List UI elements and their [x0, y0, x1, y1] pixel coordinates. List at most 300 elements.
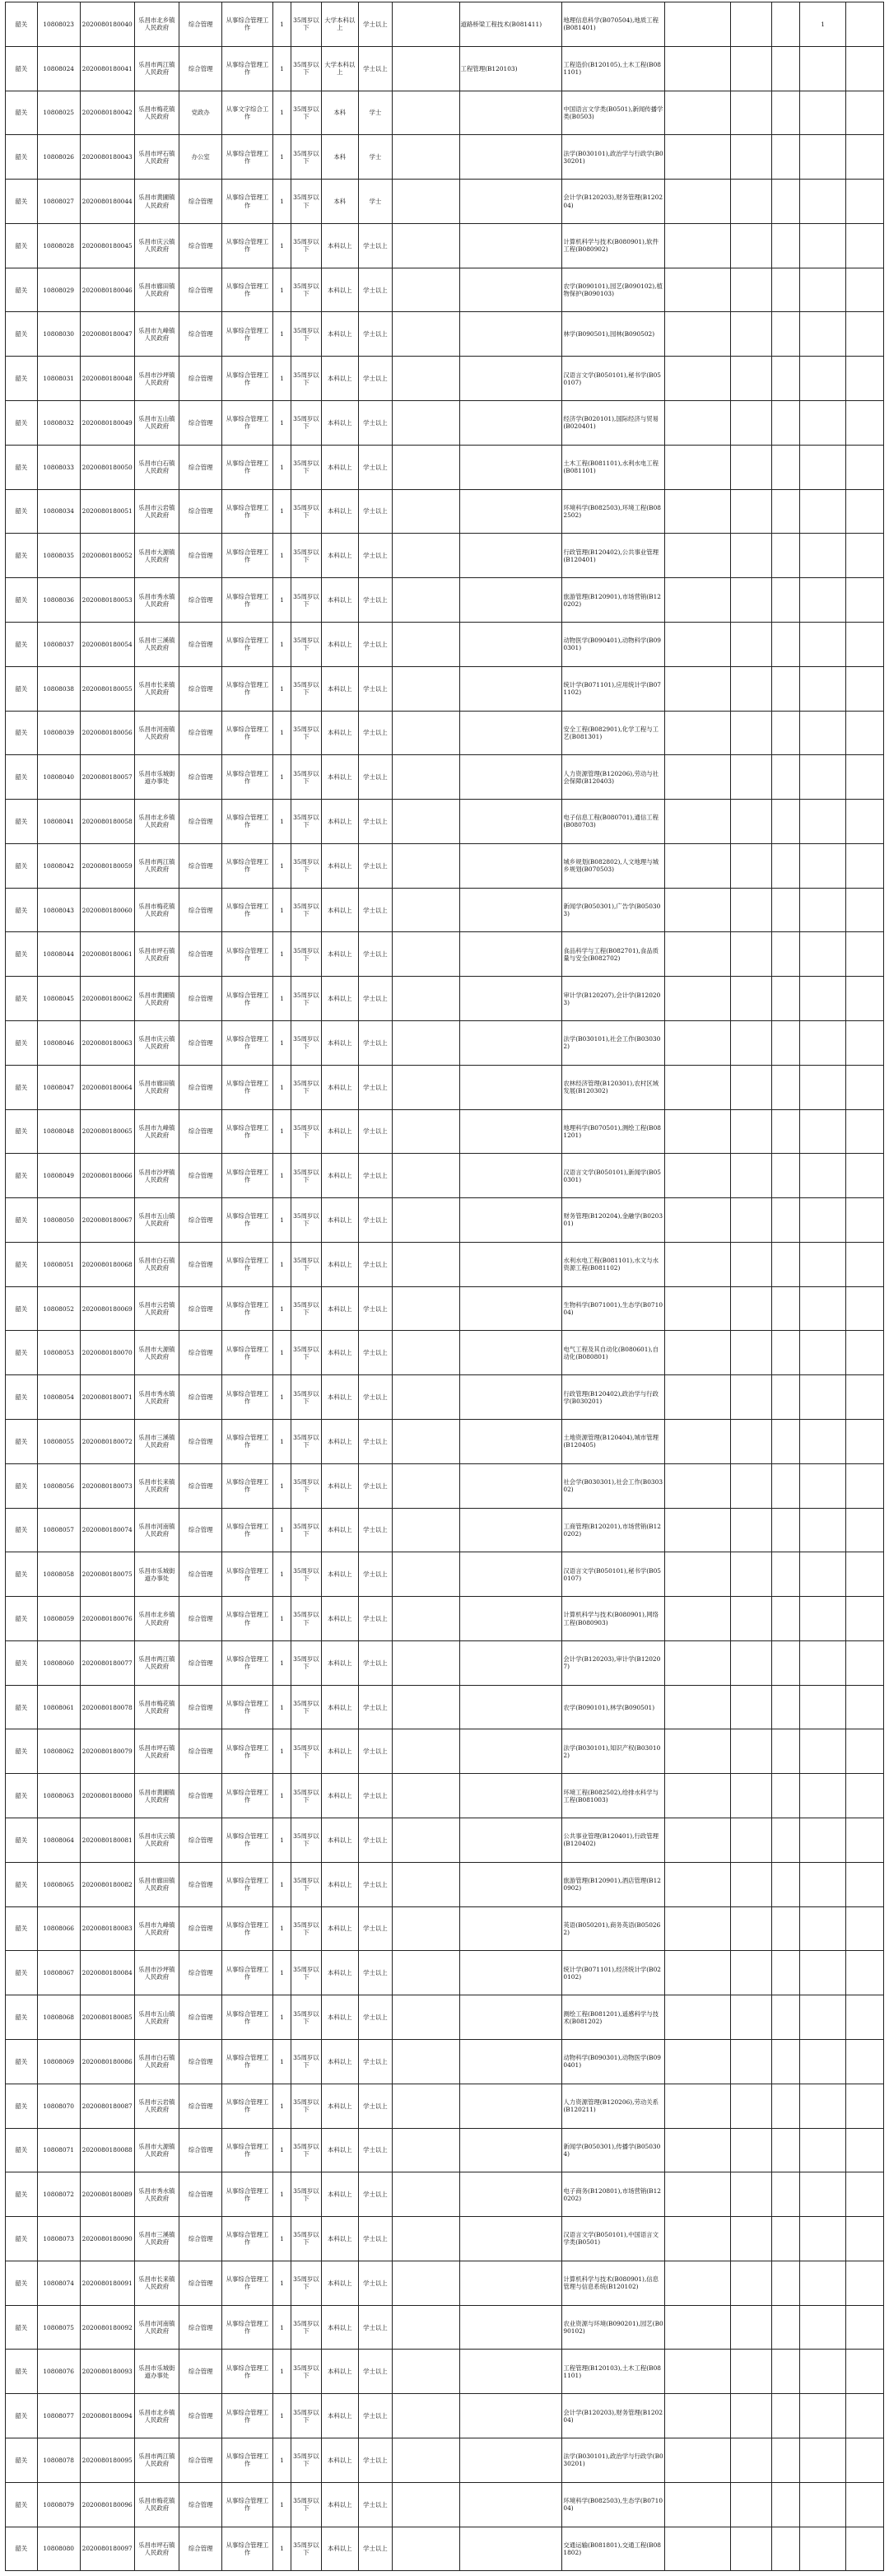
table-cell: 学士以上	[358, 534, 392, 578]
table-cell: 2020080180060	[80, 888, 134, 932]
table-cell: 综合管理	[179, 1951, 222, 1995]
table-cell: 综合管理	[179, 357, 222, 401]
table-cell: 35周岁以下	[291, 1951, 321, 1995]
table-cell	[392, 711, 459, 755]
table-cell	[665, 357, 730, 401]
table-row	[6, 1420, 884, 1464]
table-cell	[730, 1951, 771, 1995]
table-cell	[392, 843, 459, 888]
table-cell: 本科以上	[321, 2350, 358, 2394]
table-cell: 1	[272, 1463, 291, 1508]
table-cell	[392, 445, 459, 489]
table-cell: 1	[272, 312, 291, 357]
table-cell	[392, 1109, 459, 1154]
table-cell	[730, 268, 771, 312]
table-cell: 本科以上	[321, 1420, 358, 1464]
table-cell: 1	[272, 1597, 291, 1641]
table-cell: 城乡规划(B082802),人文地理与城乡规划(B070503)	[562, 843, 665, 888]
table-cell: 韶关	[6, 666, 38, 711]
table-cell	[665, 888, 730, 932]
table-cell: 乐昌市梅花镇人民政府	[134, 91, 179, 135]
table-cell: 10808061	[37, 1685, 80, 1729]
table-cell: 地理信息科学(B070504),地质工程(B081401)	[562, 2, 665, 47]
table-cell: 2020080180059	[80, 843, 134, 888]
table-cell: 学士以上	[358, 2172, 392, 2217]
table-cell: 从事综合管理工作	[222, 534, 272, 578]
table-cell: 韶关	[6, 1198, 38, 1243]
table-row	[6, 1198, 884, 1243]
table-cell: 1	[272, 1685, 291, 1729]
table-cell: 大学本科以上	[321, 46, 358, 91]
table-cell: 2020080180066	[80, 1154, 134, 1198]
table-cell	[459, 223, 562, 268]
table-cell	[771, 2128, 799, 2172]
table-cell: 农学(B090101),园艺(B090102),植物保护(B090103)	[562, 268, 665, 312]
table-cell	[799, 977, 846, 1021]
table-cell	[730, 1331, 771, 1375]
table-cell	[771, 268, 799, 312]
table-cell: 综合管理	[179, 1463, 222, 1508]
table-cell	[771, 843, 799, 888]
table-cell: 35周岁以下	[291, 843, 321, 888]
table-cell: 1	[272, 2438, 291, 2482]
table-row	[6, 2394, 884, 2438]
table-cell	[799, 622, 846, 666]
table-cell: 10808075	[37, 2305, 80, 2350]
table-cell: 乐昌市大源镇人民政府	[134, 1331, 179, 1375]
table-cell: 乐昌市九峰镇人民政府	[134, 1109, 179, 1154]
table-cell: 综合管理	[179, 711, 222, 755]
table-cell: 从事综合管理工作	[222, 2438, 272, 2482]
table-cell	[730, 2482, 771, 2527]
table-cell	[459, 2527, 562, 2571]
table-cell: 工程造价(B120105),土木工程(B081101)	[562, 46, 665, 91]
table-cell	[846, 2128, 884, 2172]
table-cell: 从事综合管理工作	[222, 800, 272, 844]
table-cell	[799, 666, 846, 711]
table-cell	[665, 977, 730, 1021]
table-cell	[771, 91, 799, 135]
table-cell: 本科以上	[321, 2482, 358, 2527]
table-cell	[799, 2438, 846, 2482]
table-cell	[665, 2084, 730, 2128]
table-cell: 1	[272, 2394, 291, 2438]
table-cell: 乐昌市乐城街道办事处	[134, 2350, 179, 2394]
table-cell: 35周岁以下	[291, 312, 321, 357]
table-row	[6, 2482, 884, 2527]
table-cell	[392, 180, 459, 224]
table-cell: 35周岁以下	[291, 268, 321, 312]
table-cell: 本科以上	[321, 1597, 358, 1641]
table-cell: 本科以上	[321, 843, 358, 888]
table-row	[6, 1508, 884, 1552]
table-cell: 2020080180074	[80, 1508, 134, 1552]
table-cell: 本科以上	[321, 1375, 358, 1420]
table-cell: 本科以上	[321, 2039, 358, 2084]
table-cell	[730, 932, 771, 977]
table-cell	[665, 1729, 730, 1774]
table-cell	[459, 2261, 562, 2305]
table-cell	[771, 1862, 799, 1906]
table-cell	[846, 1109, 884, 1154]
table-cell: 1	[272, 1286, 291, 1331]
table-cell: 学士以上	[358, 755, 392, 800]
table-cell: 2020080180070	[80, 1331, 134, 1375]
table-cell: 乐昌市廊田镇人民政府	[134, 268, 179, 312]
table-cell	[665, 843, 730, 888]
table-cell: 35周岁以下	[291, 445, 321, 489]
table-cell	[846, 1906, 884, 1951]
table-cell: 地理科学(B070501),测绘工程(B081201)	[562, 1109, 665, 1154]
table-cell	[771, 445, 799, 489]
table-cell: 乐昌市庆云镇人民政府	[134, 223, 179, 268]
table-cell	[730, 1508, 771, 1552]
table-cell: 从事综合管理工作	[222, 2084, 272, 2128]
table-cell: 环境科学(B082503),生态学(B071004)	[562, 2482, 665, 2527]
table-cell	[459, 489, 562, 534]
table-cell: 35周岁以下	[291, 2438, 321, 2482]
table-cell	[846, 2482, 884, 2527]
table-cell	[459, 1242, 562, 1286]
table-cell	[771, 357, 799, 401]
table-cell: 35周岁以下	[291, 2394, 321, 2438]
table-cell: 2020080180073	[80, 1463, 134, 1508]
table-cell: 10808050	[37, 1198, 80, 1243]
table-cell	[665, 622, 730, 666]
table-row	[6, 1597, 884, 1641]
table-cell: 综合管理	[179, 2350, 222, 2394]
table-cell: 统计学(B071101),经济统计学(B020102)	[562, 1951, 665, 1995]
table-cell: 韶关	[6, 2438, 38, 2482]
table-cell: 10808066	[37, 1906, 80, 1951]
table-cell	[799, 1951, 846, 1995]
table-row	[6, 489, 884, 534]
table-cell: 综合管理	[179, 2172, 222, 2217]
table-cell: 2020080180072	[80, 1420, 134, 1464]
table-cell	[730, 1729, 771, 1774]
table-cell: 综合管理	[179, 755, 222, 800]
table-row	[6, 1154, 884, 1198]
table-cell	[459, 1375, 562, 1420]
table-cell	[459, 2217, 562, 2261]
table-cell: 学士以上	[358, 1818, 392, 1863]
table-cell: 乐昌市云岩镇人民政府	[134, 489, 179, 534]
table-cell: 1	[272, 2305, 291, 2350]
table-cell: 乐昌市两江镇人民政府	[134, 2438, 179, 2482]
table-cell: 2020080180071	[80, 1375, 134, 1420]
table-cell: 10808048	[37, 1109, 80, 1154]
table-cell	[799, 357, 846, 401]
table-cell: 乐昌市北乡镇人民政府	[134, 1597, 179, 1641]
table-cell: 学士以上	[358, 1242, 392, 1286]
table-cell	[730, 135, 771, 180]
table-cell: 学士以上	[358, 2039, 392, 2084]
table-cell: 2020080180043	[80, 135, 134, 180]
table-cell: 10808032	[37, 401, 80, 446]
table-cell	[799, 888, 846, 932]
table-cell	[459, 1552, 562, 1597]
table-cell: 综合管理	[179, 1420, 222, 1464]
table-cell	[730, 2350, 771, 2394]
table-cell	[665, 1242, 730, 1286]
table-cell	[799, 1597, 846, 1641]
table-cell	[846, 2394, 884, 2438]
table-cell	[459, 1286, 562, 1331]
table-cell: 1	[272, 180, 291, 224]
table-cell: 行政管理(B120402),政治学与行政学(B030201)	[562, 1375, 665, 1420]
table-cell	[846, 268, 884, 312]
table-row	[6, 1995, 884, 2040]
table-cell	[771, 1420, 799, 1464]
table-cell	[846, 534, 884, 578]
table-cell: 10808053	[37, 1331, 80, 1375]
table-cell	[392, 800, 459, 844]
table-cell: 综合管理	[179, 1331, 222, 1375]
table-cell: 学士以上	[358, 1198, 392, 1243]
table-cell	[392, 489, 459, 534]
table-cell: 学士以上	[358, 1552, 392, 1597]
table-cell	[665, 1597, 730, 1641]
table-cell	[730, 1065, 771, 1109]
table-cell	[771, 977, 799, 1021]
table-cell: 本科以上	[321, 357, 358, 401]
table-cell: 党政办	[179, 91, 222, 135]
table-cell	[392, 932, 459, 977]
table-cell: 2020080180083	[80, 1906, 134, 1951]
table-cell: 综合管理	[179, 1375, 222, 1420]
table-cell	[730, 2217, 771, 2261]
table-cell: 10808043	[37, 888, 80, 932]
table-cell: 10808063	[37, 1774, 80, 1818]
table-cell	[799, 2084, 846, 2128]
table-cell	[771, 1109, 799, 1154]
table-cell: 2020080180064	[80, 1065, 134, 1109]
table-cell: 学士	[358, 91, 392, 135]
table-cell: 从事综合管理工作	[222, 1906, 272, 1951]
table-cell: 法学(B030101),社会工作(B030302)	[562, 1020, 665, 1065]
table-cell: 本科以上	[321, 1906, 358, 1951]
table-cell: 本科以上	[321, 1286, 358, 1331]
table-cell	[799, 1995, 846, 2040]
table-cell: 动物医学(B090401),动物科学(B090301)	[562, 622, 665, 666]
table-cell: 法学(B030101),知识产权(B030102)	[562, 1729, 665, 1774]
table-cell: 乐昌市北乡镇人民政府	[134, 2394, 179, 2438]
table-cell: 韶关	[6, 1331, 38, 1375]
table-cell: 韶关	[6, 2084, 38, 2128]
table-cell: 学士以上	[358, 800, 392, 844]
table-cell	[730, 2, 771, 47]
table-cell: 1	[272, 1862, 291, 1906]
table-cell: 从事综合管理工作	[222, 1818, 272, 1863]
table-cell: 汉语言文学(B050101),秘书学(B050107)	[562, 1552, 665, 1597]
table-cell: 35周岁以下	[291, 977, 321, 1021]
table-cell: 1	[272, 268, 291, 312]
table-row	[6, 1729, 884, 1774]
table-cell: 从事综合管理工作	[222, 1286, 272, 1331]
table-cell: 2020080180063	[80, 1020, 134, 1065]
table-cell: 2020080180082	[80, 1862, 134, 1906]
table-cell: 本科以上	[321, 2394, 358, 2438]
table-cell	[392, 1508, 459, 1552]
table-cell	[459, 1331, 562, 1375]
table-cell: 从事综合管理工作	[222, 135, 272, 180]
table-cell	[846, 91, 884, 135]
table-cell: 汉语言文学(B050101),中国语言文学类(B0501)	[562, 2217, 665, 2261]
table-cell: 2020080180081	[80, 1818, 134, 1863]
table-cell	[799, 1420, 846, 1464]
table-row	[6, 401, 884, 446]
table-cell: 综合管理	[179, 2084, 222, 2128]
table-cell: 2020080180051	[80, 489, 134, 534]
table-cell	[730, 711, 771, 755]
table-cell	[459, 1774, 562, 1818]
table-cell	[392, 2217, 459, 2261]
table-cell	[730, 46, 771, 91]
table-cell: 1	[272, 1065, 291, 1109]
table-cell: 10808027	[37, 180, 80, 224]
table-cell	[771, 755, 799, 800]
table-cell: 学士以上	[358, 1906, 392, 1951]
table-cell	[846, 2217, 884, 2261]
table-cell: 乐昌市秀水镇人民政府	[134, 578, 179, 623]
table-cell: 综合管理	[179, 1508, 222, 1552]
table-cell: 乐昌市五山镇人民政府	[134, 1198, 179, 1243]
table-cell	[665, 401, 730, 446]
table-cell	[846, 223, 884, 268]
table-cell: 乐昌市坪石镇人民政府	[134, 135, 179, 180]
table-cell	[730, 1862, 771, 1906]
table-cell: 韶关	[6, 1508, 38, 1552]
table-cell: 2020080180068	[80, 1242, 134, 1286]
table-cell: 35周岁以下	[291, 755, 321, 800]
table-cell: 2020080180095	[80, 2438, 134, 2482]
table-cell: 35周岁以下	[291, 2172, 321, 2217]
table-cell: 从事综合管理工作	[222, 268, 272, 312]
table-cell: 综合管理	[179, 2305, 222, 2350]
table-cell	[459, 2039, 562, 2084]
table-cell	[392, 91, 459, 135]
table-cell: 10808044	[37, 932, 80, 977]
table-cell: 英语(B050201),商务英语(B050262)	[562, 1906, 665, 1951]
table-cell: 35周岁以下	[291, 1154, 321, 1198]
table-cell	[730, 312, 771, 357]
table-cell: 从事综合管理工作	[222, 1420, 272, 1464]
table-cell	[730, 977, 771, 1021]
table-cell: 社会学(B030301),社会工作(B030302)	[562, 1463, 665, 1508]
table-cell: 学士以上	[358, 223, 392, 268]
table-cell	[771, 1154, 799, 1198]
table-cell	[459, 357, 562, 401]
table-cell	[459, 977, 562, 1021]
table-cell	[799, 268, 846, 312]
table-cell: 综合管理	[179, 1862, 222, 1906]
table-row	[6, 1951, 884, 1995]
table-cell: 学士以上	[358, 401, 392, 446]
table-cell: 综合管理	[179, 1552, 222, 1597]
table-cell: 电子商务(B120801),市场营销(B120202)	[562, 2172, 665, 2217]
table-cell: 从事综合管理工作	[222, 357, 272, 401]
table-cell	[799, 2482, 846, 2527]
table-cell: 35周岁以下	[291, 357, 321, 401]
table-cell	[392, 1154, 459, 1198]
table-cell	[771, 2305, 799, 2350]
table-cell	[771, 2350, 799, 2394]
table-cell: 1	[272, 843, 291, 888]
table-cell: 本科以上	[321, 2172, 358, 2217]
table-cell: 2020080180090	[80, 2217, 134, 2261]
table-cell: 韶关	[6, 445, 38, 489]
table-cell: 2020080180075	[80, 1552, 134, 1597]
table-cell: 学士以上	[358, 932, 392, 977]
table-cell: 本科以上	[321, 1640, 358, 1685]
table-cell: 乐昌市河南镇人民政府	[134, 711, 179, 755]
table-row	[6, 445, 884, 489]
table-cell: 从事综合管理工作	[222, 1862, 272, 1906]
table-cell: 本科以上	[321, 1862, 358, 1906]
table-cell: 35周岁以下	[291, 135, 321, 180]
table-cell	[846, 445, 884, 489]
table-cell: 35周岁以下	[291, 578, 321, 623]
table-cell	[392, 888, 459, 932]
table-cell	[771, 46, 799, 91]
table-cell: 学士以上	[358, 268, 392, 312]
table-cell: 10808039	[37, 711, 80, 755]
table-cell: 乐昌市云岩镇人民政府	[134, 2084, 179, 2128]
table-cell: 计算机科学与技术(B080901),软件工程(B080902)	[562, 223, 665, 268]
table-cell	[799, 2527, 846, 2571]
table-row	[6, 2527, 884, 2571]
table-cell	[799, 91, 846, 135]
table-cell: 计算机科学与技术(B080901),信息管理与信息系统(B120102)	[562, 2261, 665, 2305]
table-cell	[392, 1729, 459, 1774]
table-cell: 本科	[321, 180, 358, 224]
table-cell: 本科以上	[321, 1463, 358, 1508]
table-cell: 10808068	[37, 1995, 80, 2040]
table-cell	[771, 2, 799, 47]
table-cell: 10808028	[37, 223, 80, 268]
table-cell	[771, 1331, 799, 1375]
table-cell: 1	[272, 1375, 291, 1420]
table-cell: 乐昌市秀水镇人民政府	[134, 2172, 179, 2217]
table-cell: 综合管理	[179, 312, 222, 357]
table-cell: 1	[272, 1331, 291, 1375]
table-cell: 本科以上	[321, 1685, 358, 1729]
table-row	[6, 1862, 884, 1906]
table-cell: 从事综合管理工作	[222, 1951, 272, 1995]
table-cell	[665, 711, 730, 755]
table-cell: 综合管理	[179, 268, 222, 312]
table-cell: 35周岁以下	[291, 1729, 321, 1774]
table-cell	[665, 2039, 730, 2084]
table-cell: 生物科学(B071001),生态学(B071004)	[562, 1286, 665, 1331]
table-cell: 韶关	[6, 755, 38, 800]
table-cell: 综合管理	[179, 622, 222, 666]
table-cell	[730, 1420, 771, 1464]
table-cell	[799, 1508, 846, 1552]
table-cell: 农业资源与环境(B090201),园艺(B090102)	[562, 2305, 665, 2350]
table-cell	[459, 1685, 562, 1729]
table-cell: 综合管理	[179, 1242, 222, 1286]
table-cell: 10808064	[37, 1818, 80, 1863]
table-cell	[665, 223, 730, 268]
table-cell: 10808056	[37, 1463, 80, 1508]
table-cell	[392, 2350, 459, 2394]
table-cell: 35周岁以下	[291, 180, 321, 224]
table-cell	[771, 1906, 799, 1951]
table-cell: 综合管理	[179, 180, 222, 224]
table-cell	[846, 1818, 884, 1863]
table-cell	[846, 2084, 884, 2128]
